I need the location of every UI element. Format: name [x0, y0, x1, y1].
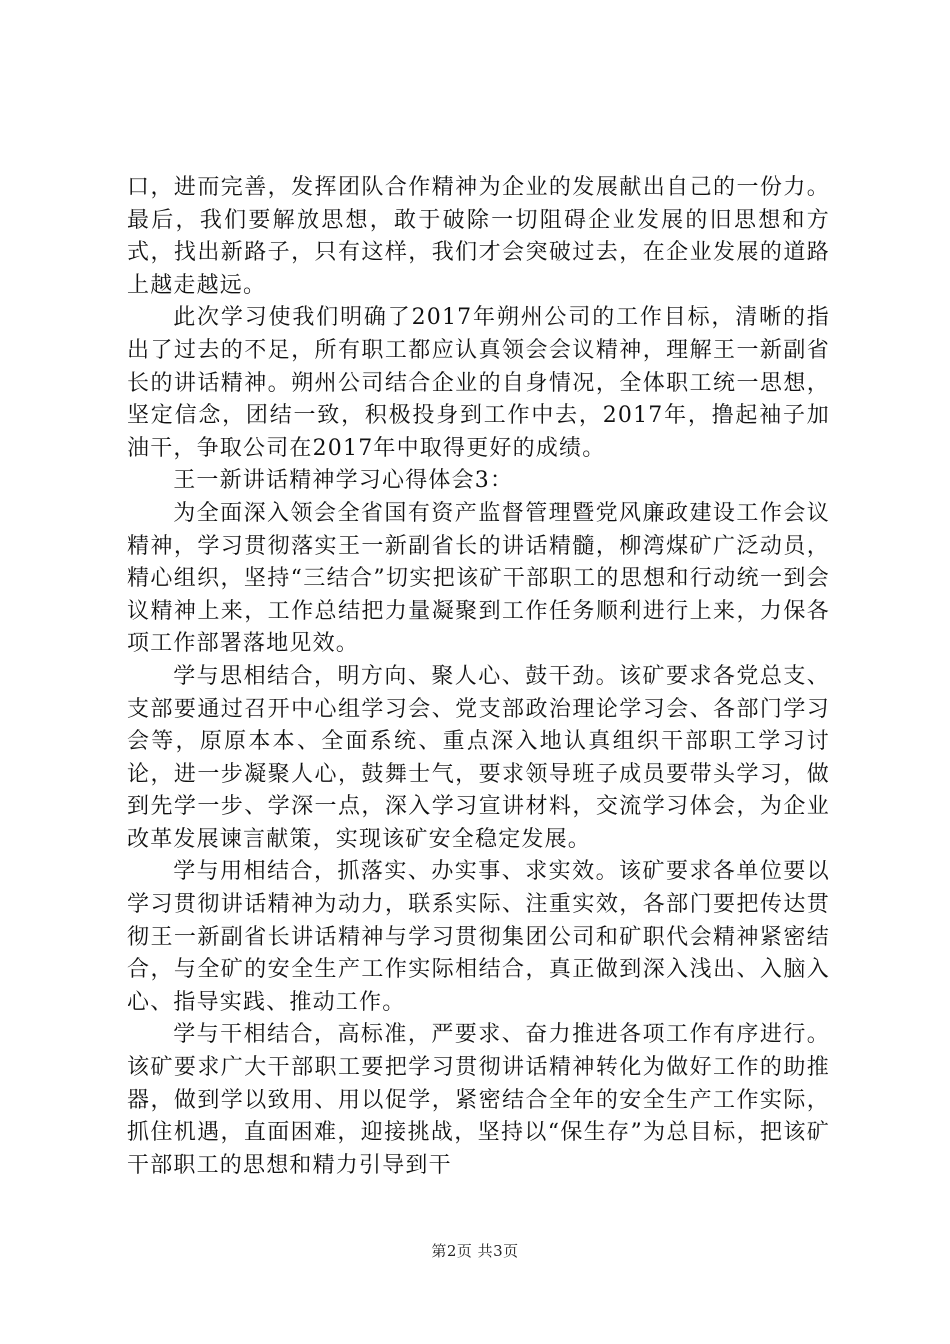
page-footer [0, 1240, 950, 1261]
paragraph-5: 学与用相结合，抓落实、办实事、求实效。该矿要求各单位要以学习贯彻讲话精神为动力，联系实际、注重实效，各部门要把传达贯彻王一新副省长讲话精神与学习贯彻集团公司和矿职代会精神紧密结合，与全矿的安全生产工作实际相结合，真正做到深入浅出、入脑入心、指导实践、推动工作。 [127, 859, 830, 1015]
paragraph-2: 此次学习使我们明确了2017年朔州公司的工作目标，清晰的指出了过去的不足，所有职工都应认真领会会议精神，理解王一新副省长的讲话精神。朔州公司结合企业的自身情况，全体职工统一思想，坚定信念，团结一致，积极投身到工作中去，2017年，撸起袖子加油干，争取公司在2017年中取得更好的成绩。 [127, 305, 830, 461]
paragraph-4: 学与思相结合，明方向、聚人心、鼓干劲。该矿要求各党总支、支部要通过召开中心组学习会、党支部政治理论学习会、各部门学习会等，原原本本、全面系统、重点深入地认真组织干部职工学习讨论，进一步凝聚人心，鼓舞士气，要求领导班子成员要带头学习，做到先学一步、学深一点，深入学习宣讲材料，交流学习体会，为企业改革发展谏言献策，实现该矿安全稳定发展。 [127, 663, 830, 852]
paragraph-1: 口，进而完善，发挥团队合作精神为企业的发展献出自己的一份力。最后，我们要解放思想，敢于破除一切阻碍企业发展的旧思想和方式，找出新路子，只有这样，我们才会突破过去，在企业发展的道路上越走越远。 [127, 175, 830, 298]
document-body [127, 172, 830, 1182]
paragraph-6: 学与干相结合，高标准，严要求、奋力推进各项工作有序进行。该矿要求广大干部职工要把学习贯彻讲话精神转化为做好工作的助推器，做到学以致用、用以促学，紧密结合全年的安全生产工作实际，抓住机遇，直面困难，迎接挑战，坚持以“保生存”为总目标，把该矿干部职工的思想和精力引导到干 [127, 1022, 830, 1178]
page-number-label: 第2页 共3页 [431, 1242, 519, 1260]
section-heading: 王一新讲话精神学习心得体会3： [173, 468, 514, 494]
paragraph-3: 为全面深入领会全省国有资产监督管理暨党风廉政建设工作会议精神，学习贯彻落实王一新副省长的讲话精髓，柳湾煤矿广泛动员，精心组织，坚持“三结合”切实把该矿干部职工的思想和行动统一到会议精神上来，工作总结把力量凝聚到工作任务顺利进行上来，力保各项工作部署落地见效。 [127, 500, 830, 657]
